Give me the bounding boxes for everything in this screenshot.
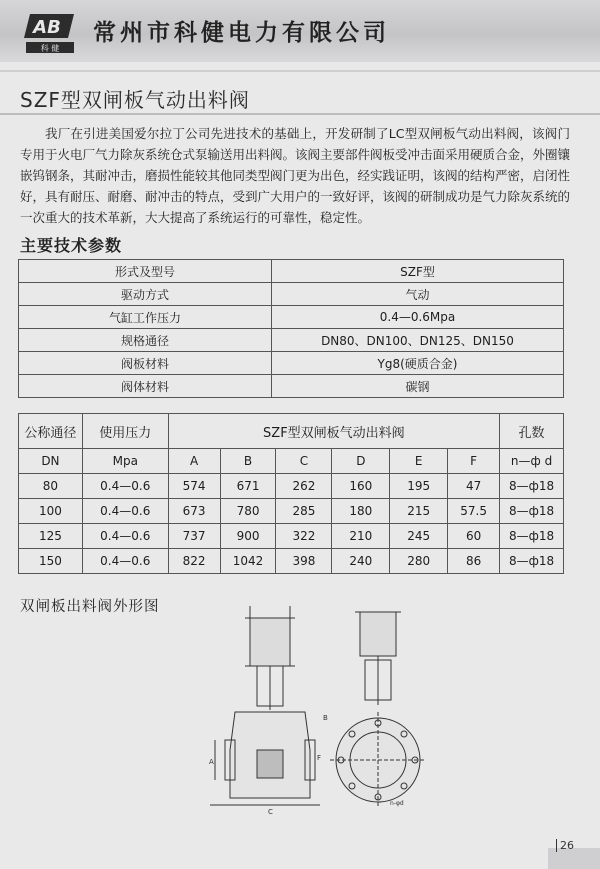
table-header-row [19, 414, 564, 449]
cell: 8—ф18 [500, 524, 564, 549]
spec-value: SZF型 [272, 260, 564, 283]
drawing-section-title: 双闸板出料阀外形图 [20, 599, 160, 615]
company-logo [24, 8, 80, 56]
dimension-table [18, 413, 564, 574]
svg-text:AB: AB [33, 17, 61, 38]
cell: 195 [390, 474, 448, 499]
cell: 180 [332, 499, 390, 524]
cell: 737 [168, 524, 220, 549]
intro-paragraph: 我厂在引进美国爱尔拉丁公司先进技术的基础上，开发研制了LC型双闸板气动出料阀，该阀门专用于火电厂气力除灰系统仓式泵输送用出料阀。该阀主要部件阀板受冲击面采用硬质合金，外圈镶嵌钨钢条，其耐冲击，磨损性能较其他同类型阀门更为出色，经实践证明，该阀的结构严密，启闭性好，具有耐压、耐磨、耐冲击的特点，受到广大用户的一致好评，该阀的研制成功是气力除灰系统的一次重大的技术革新，大大提高了系统运行的可靠性，稳定性。 [20, 126, 571, 225]
cell: 0.4—0.6 [82, 549, 168, 574]
cell: 900 [220, 524, 276, 549]
cell: 150 [19, 549, 83, 574]
valve-outline-drawing [205, 600, 430, 820]
spec-label: 形式及型号 [19, 260, 272, 283]
cell: 47 [448, 474, 500, 499]
spec-label: 气缸工作压力 [19, 306, 272, 329]
svg-text:B: B [323, 714, 328, 722]
unit-cell: n—ф d [500, 449, 564, 474]
svg-text:A: A [209, 758, 214, 766]
cell: 1042 [220, 549, 276, 574]
table-row [19, 352, 564, 375]
table-row [19, 306, 564, 329]
table-row [19, 283, 564, 306]
unit-cell: A [168, 449, 220, 474]
company-name: 常州市科健电力有限公司 [93, 20, 390, 46]
cell: 285 [276, 499, 332, 524]
cell: 60 [448, 524, 500, 549]
page-number: 26 [556, 839, 574, 852]
cell: 8—ф18 [500, 549, 564, 574]
cell: 210 [332, 524, 390, 549]
cell: 673 [168, 499, 220, 524]
spec-value: 碳钢 [272, 375, 564, 398]
spec-label: 驱动方式 [19, 283, 272, 306]
cell: 215 [390, 499, 448, 524]
table-row [19, 499, 564, 524]
unit-cell: C [276, 449, 332, 474]
unit-cell: B [220, 449, 276, 474]
cell: 57.5 [448, 499, 500, 524]
unit-cell: Mpa [82, 449, 168, 474]
header-group: SZF型双闸板气动出料阀 [168, 414, 499, 449]
cell: 240 [332, 549, 390, 574]
cell: 8—ф18 [500, 474, 564, 499]
spec-value: Yg8(硬质合金) [272, 352, 564, 375]
cell: 80 [19, 474, 83, 499]
unit-cell: F [448, 449, 500, 474]
cell: 280 [390, 549, 448, 574]
spec-label: 阀板材料 [19, 352, 272, 375]
cell: 398 [276, 549, 332, 574]
specs-section-title: 主要技术参数 [20, 236, 123, 255]
svg-text:n-φd: n-φd [390, 800, 404, 807]
unit-cell: E [390, 449, 448, 474]
spec-value: DN80、DN100、DN125、DN150 [272, 329, 564, 352]
cell: 0.4—0.6 [82, 524, 168, 549]
spec-label: 阀体材料 [19, 375, 272, 398]
spec-value: 0.4—0.6Mpa [272, 306, 564, 329]
header-holes: 孔数 [500, 414, 564, 449]
spec-label: 规格通径 [19, 329, 272, 352]
divider [0, 113, 600, 115]
table-row [19, 549, 564, 574]
table-row [19, 524, 564, 549]
svg-text:C: C [268, 808, 273, 816]
header-dn: 公称通径 [19, 414, 83, 449]
page-title: SZF型双闸板气动出料阀 [20, 88, 250, 112]
table-row [19, 375, 564, 398]
unit-cell: D [332, 449, 390, 474]
svg-text:科 健: 科 健 [40, 44, 60, 53]
spec-value: 气动 [272, 283, 564, 306]
header-pressure: 使用压力 [82, 414, 168, 449]
table-row [19, 474, 564, 499]
cell: 100 [19, 499, 83, 524]
cell: 671 [220, 474, 276, 499]
unit-cell: DN [19, 449, 83, 474]
cell: 262 [276, 474, 332, 499]
cell: 245 [390, 524, 448, 549]
spec-table [18, 259, 564, 398]
cell: 0.4—0.6 [82, 499, 168, 524]
cell: 0.4—0.6 [82, 474, 168, 499]
divider [0, 70, 600, 72]
cell: 822 [168, 549, 220, 574]
table-units-row [19, 449, 564, 474]
cell: 780 [220, 499, 276, 524]
cell: 322 [276, 524, 332, 549]
table-row [19, 329, 564, 352]
table-row [19, 260, 564, 283]
cell: 574 [168, 474, 220, 499]
svg-text:F: F [317, 754, 322, 762]
cell: 160 [332, 474, 390, 499]
cell: 86 [448, 549, 500, 574]
cell: 8—ф18 [500, 499, 564, 524]
cell: 125 [19, 524, 83, 549]
